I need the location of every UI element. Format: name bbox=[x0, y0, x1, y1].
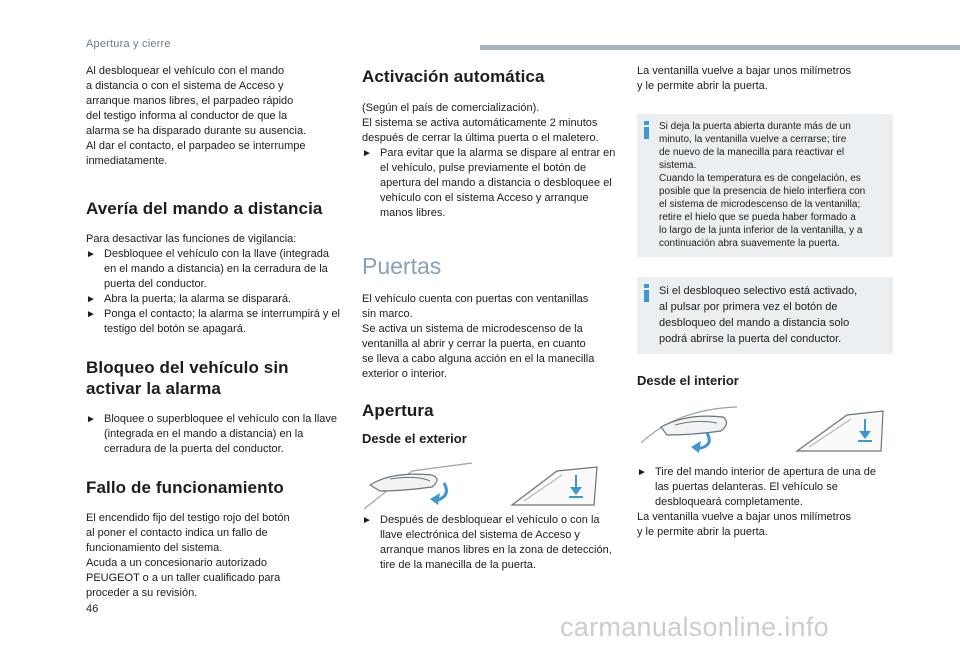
malfunction-line: proceder a su revisión. bbox=[86, 587, 198, 599]
info-line: de nuevo de la manecilla para reactivar el bbox=[659, 147, 845, 158]
header-bar bbox=[480, 45, 960, 50]
intro-line: Al dar el contacto, el parpadeo se interrumpe bbox=[86, 140, 306, 152]
bullet-icon: ► bbox=[86, 309, 96, 320]
bullet-icon: ► bbox=[362, 515, 372, 526]
window-paragraph-2 bbox=[637, 510, 893, 540]
info-line: Si deja la puerta abierta durante más de un bbox=[659, 121, 851, 132]
doors-line: exterior o interior. bbox=[362, 368, 447, 380]
info-line: podrá abrirse la puerta del conductor. bbox=[659, 333, 842, 345]
bullet-icon: ► bbox=[637, 467, 647, 478]
malfunction-line: funcionamiento del sistema. bbox=[86, 542, 223, 554]
auto-line: después de cerrar la última puerta o el maletero. bbox=[362, 132, 599, 144]
info-line: Cuando la temperatura es de congelación, es bbox=[659, 173, 861, 184]
column-2 bbox=[362, 64, 620, 573]
opening-heading: Apertura bbox=[362, 401, 434, 420]
intro-line: del testigo informa al conductor de que la bbox=[86, 110, 288, 122]
window-line: La ventanilla vuelve a bajar unos milímetros bbox=[637, 511, 852, 523]
info-line: desbloqueo del mando a distancia solo bbox=[659, 317, 850, 329]
auto-line: El sistema se activa automáticamente 2 minutos bbox=[362, 117, 598, 129]
info-line: sistema. bbox=[659, 160, 697, 171]
doors-line: se lleva a cabo alguna acción en el la manecilla bbox=[362, 353, 595, 365]
auto-activation-step bbox=[362, 146, 620, 221]
auto-activation-heading: Activación automática bbox=[362, 67, 545, 86]
info-icon bbox=[644, 284, 649, 302]
step-text: Para evitar que la alarma se dispare al entrar en el vehículo, pulse previamente el botón de apertura del mando a distancia o desbloquee el vehículo con el sistema Acceso y arranque manos libres. bbox=[380, 147, 616, 219]
window-line: y le permite abrir la puerta. bbox=[637, 80, 768, 92]
step-text: Ponga el contacto; la alarma se interrumpirá y el testigo del botón se apagará. bbox=[104, 308, 341, 335]
doors-heading: Puertas bbox=[362, 253, 442, 279]
doors-paragraph bbox=[362, 292, 620, 382]
info-box-selective-unlock bbox=[637, 277, 893, 354]
section-label: Apertura y cierre bbox=[86, 38, 171, 50]
pull-arrow-icon bbox=[691, 433, 709, 453]
step-text: Después de desbloquear el vehículo o con la llave electrónica del sistema de Acceso y arranque manos libres en la zona de detección, tire de la manecilla de la puerta. bbox=[380, 514, 612, 571]
info-line: continuación abra suavemente la puerta. bbox=[659, 238, 840, 249]
info-icon bbox=[644, 121, 649, 139]
info-box-door-open bbox=[637, 114, 893, 257]
malfunction-line: El encendido fijo del testigo rojo del botón bbox=[86, 512, 290, 524]
intro-line: alarma se ha disparado durante su ausencia. bbox=[86, 125, 307, 137]
step-text: Desbloquee el vehículo con la llave (integrada en el mando a distancia) en la cerradura de la puerta del conductor. bbox=[104, 248, 330, 290]
intro-line: Al desbloquear el vehículo con el mando bbox=[86, 65, 285, 77]
auto-activation-paragraph bbox=[362, 101, 620, 146]
lock-heading bbox=[86, 357, 344, 399]
intro-line: inmediatamente. bbox=[86, 155, 168, 167]
bullet-icon: ► bbox=[86, 249, 96, 260]
doors-line: sin marco. bbox=[362, 308, 413, 320]
bullet-icon: ► bbox=[86, 294, 96, 305]
window-paragraph bbox=[637, 64, 893, 94]
intro-paragraph bbox=[86, 64, 344, 169]
step-text: Tire del mando interior de apertura de una de las puertas delanteras. El vehículo se desbloqueará completamente. bbox=[655, 466, 876, 508]
malfunction-line: PEUGEOT o a un taller cualificado para bbox=[86, 572, 281, 584]
info-line: retire el hielo que se pueda haber formado a bbox=[659, 212, 856, 223]
info-line: lo largo de la junta inferior de la ventanilla, y a bbox=[659, 225, 863, 236]
bullet-icon: ► bbox=[86, 414, 96, 425]
info-line: posible que la presencia de hielo interfiera con bbox=[659, 186, 866, 197]
step-text: Abra la puerta; la alarma se disparará. bbox=[104, 293, 292, 305]
lock-heading-line: Bloqueo del vehículo sin bbox=[86, 358, 289, 377]
window-line: y le permite abrir la puerta. bbox=[637, 526, 768, 538]
column-3 bbox=[637, 64, 893, 540]
remote-fault-step-3 bbox=[86, 307, 344, 337]
page-number: 46 bbox=[86, 603, 99, 615]
info-line: Si el desbloqueo selectivo está activado, bbox=[659, 285, 858, 297]
malfunction-heading: Fallo de funcionamiento bbox=[86, 478, 284, 497]
remote-fault-step-2 bbox=[86, 292, 344, 307]
inside-step bbox=[637, 465, 893, 510]
intro-line: arranque manos libres, el parpadeo rápido bbox=[86, 95, 294, 107]
info-line: al pulsar por primera vez el botón de bbox=[659, 301, 838, 313]
doors-line: Se activa un sistema de microdescenso de la bbox=[362, 323, 583, 335]
malfunction-line: Acuda a un concesionario autorizado bbox=[86, 557, 268, 569]
doors-line: ventanilla al abrir y cerrar la puerta, en cuanto bbox=[362, 338, 586, 350]
intro-line: a distancia o con el sistema de Acceso y bbox=[86, 80, 284, 92]
malfunction-line: al poner el contacto indica un fallo de bbox=[86, 527, 268, 539]
watermark: carmanualsonline.info bbox=[560, 612, 829, 642]
outside-step bbox=[362, 513, 620, 573]
inside-heading: Desde el interior bbox=[637, 373, 739, 388]
remote-fault-lead: Para desactivar las funciones de vigilancia: bbox=[86, 233, 297, 245]
auto-line: (Según el país de comercialización). bbox=[362, 102, 540, 114]
doors-line: El vehículo cuenta con puertas con ventanillas bbox=[362, 293, 589, 305]
window-line: La ventanilla vuelve a bajar unos milímetros bbox=[637, 65, 852, 77]
column-1 bbox=[86, 64, 344, 601]
malfunction-paragraph bbox=[86, 511, 344, 601]
info-line: minuto, la ventanilla vuelve a cerrarse; tire bbox=[659, 134, 847, 145]
info-line: el sistema de microdescenso de la ventanilla; bbox=[659, 199, 861, 210]
outside-heading: Desde el exterior bbox=[362, 431, 467, 446]
step-text: Bloquee o superbloquee el vehículo con la llave (integrada en el mando a distancia) en la cerradura de la puerta del conductor. bbox=[104, 413, 337, 455]
remote-fault-step-1 bbox=[86, 247, 344, 292]
lock-heading-line: activar la alarma bbox=[86, 379, 221, 398]
lock-step bbox=[86, 412, 344, 457]
bullet-icon: ► bbox=[362, 148, 372, 159]
inside-handle-illustration bbox=[637, 403, 887, 459]
outside-handle-illustration bbox=[362, 461, 607, 511]
remote-fault-heading: Avería del mando a distancia bbox=[86, 199, 323, 218]
